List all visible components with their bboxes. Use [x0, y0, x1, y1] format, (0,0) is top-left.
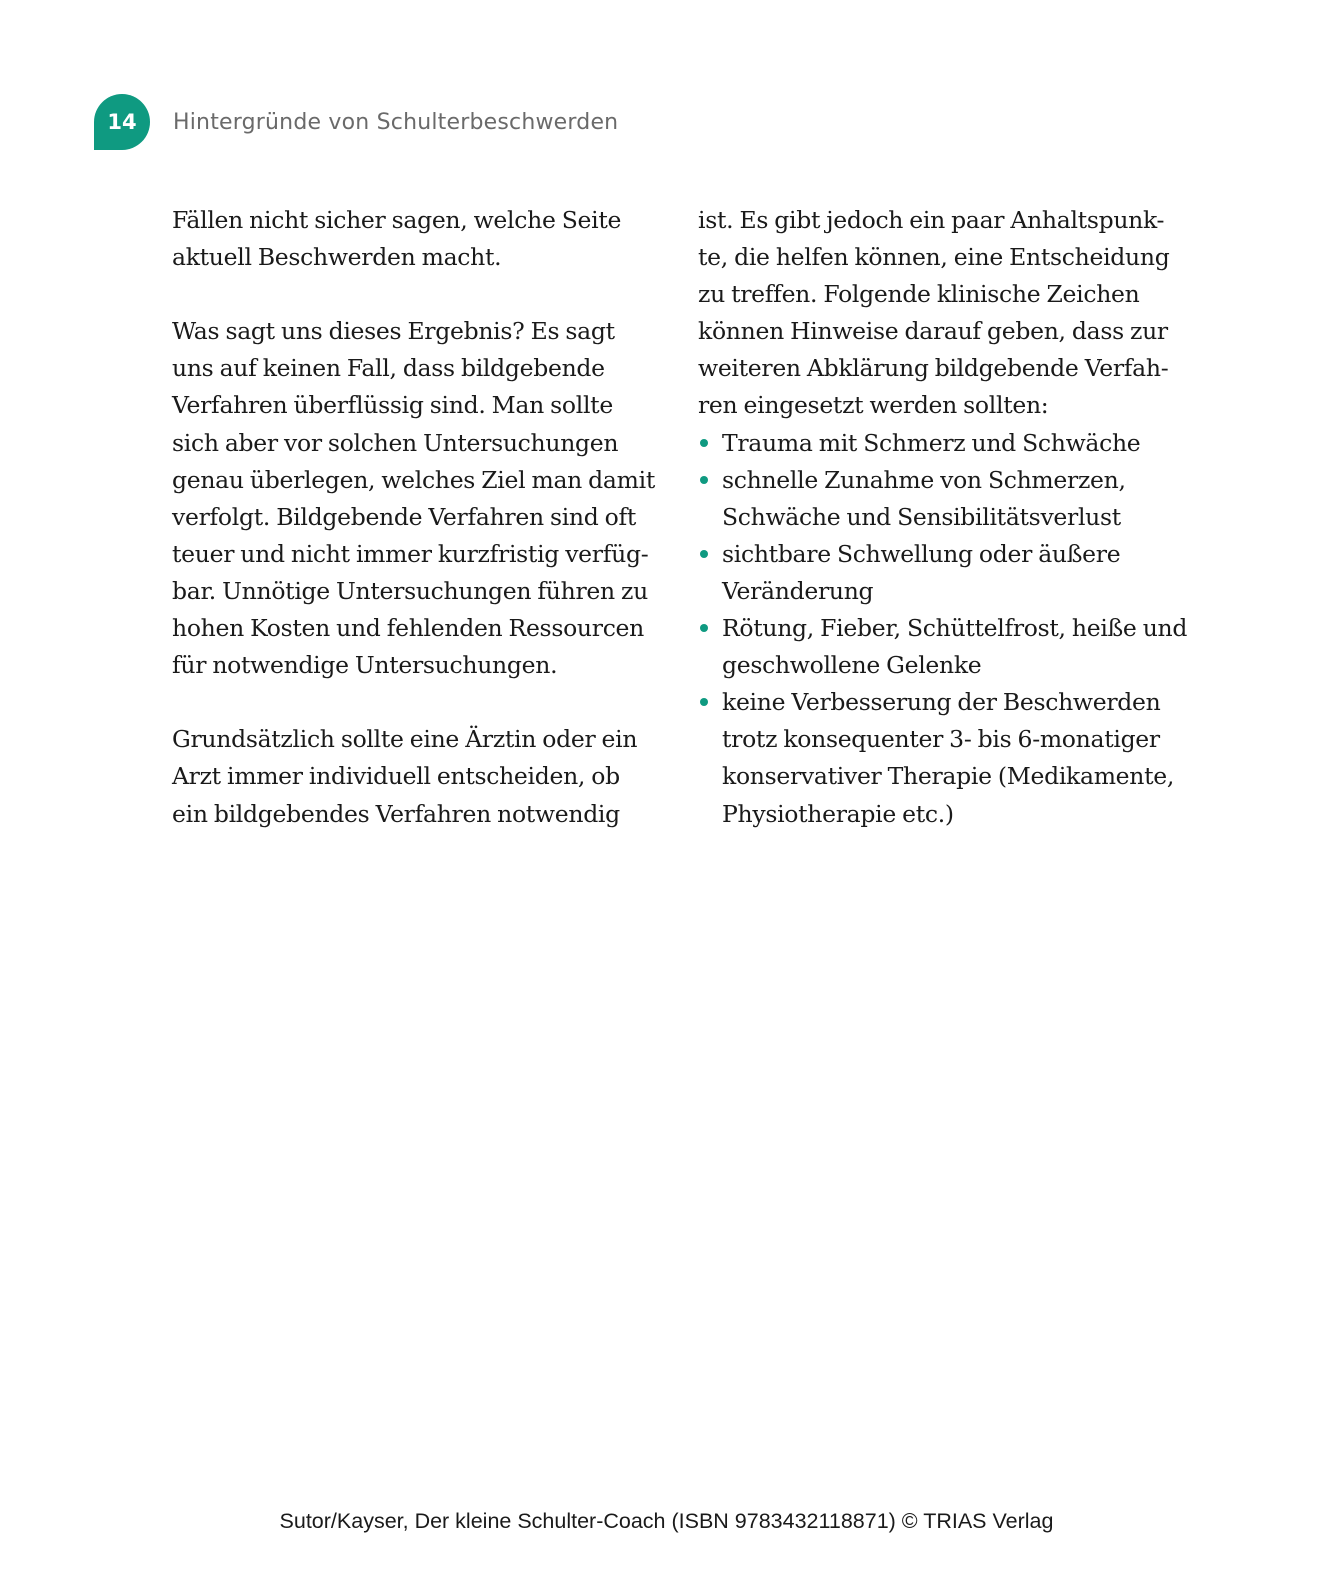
- text-line: ein bildgebendes Verfahren notwendig: [172, 799, 620, 828]
- list-item: [698, 536, 1188, 610]
- text-line: zu treffen. Folgende klinische Zeichen: [698, 280, 1140, 309]
- text-line: geschwollene Gelenke: [722, 651, 982, 680]
- text-line: genau überlegen, welches Ziel man damit: [172, 465, 655, 494]
- text-line: schnelle Zunahme von Schmerzen,: [722, 465, 1126, 494]
- text-line: Rötung, Fieber, Schüttelfrost, heiße und: [722, 614, 1188, 643]
- text-line: können Hinweise darauf geben, dass zur: [698, 317, 1168, 346]
- text-line: ist. Es gibt jedoch ein paar Anhaltspunk-: [698, 206, 1165, 234]
- paragraph-1: [172, 202, 652, 276]
- running-head: Hintergründe von Schulterbeschwerden: [173, 109, 619, 135]
- text-line: Schwäche und Sensibilitätsverlust: [722, 502, 1121, 531]
- bullet-dot-icon: [700, 550, 708, 558]
- page-footer: [0, 1509, 1339, 1534]
- text-line: trotz konsequenter 3- bis 6-monatiger: [722, 725, 1160, 754]
- text-line: für notwendige Untersuchungen.: [172, 651, 558, 680]
- intro-paragraph: [698, 202, 1188, 425]
- text-line: weiteren Abklärung bildgebende Verfah-: [698, 354, 1169, 383]
- text-line: uns auf keinen Fall, dass bildgebende: [172, 354, 605, 383]
- bullet-dot-icon: [700, 439, 708, 447]
- text-line: Trauma mit Schmerz und Schwäche: [722, 428, 1141, 457]
- text-line: ren eingesetzt werden sollten:: [698, 391, 1049, 420]
- paragraph-3: [172, 721, 652, 832]
- text-line: verfolgt. Bildgebende Verfahren sind oft: [172, 502, 637, 531]
- clinical-signs-list: [698, 425, 1188, 833]
- text-line: Was sagt uns dieses Ergebnis? Es sagt: [172, 317, 615, 346]
- list-item: [698, 684, 1188, 832]
- text-line: bar. Unnötige Untersuchungen führen zu: [172, 576, 648, 605]
- text-line: hohen Kosten und fehlenden Ressourcen: [172, 614, 644, 643]
- left-column: [172, 202, 655, 833]
- page-header: [94, 94, 618, 150]
- bullet-dot-icon: [700, 624, 708, 632]
- text-line: sichtbare Schwellung oder äußere: [722, 539, 1121, 568]
- bullet-dot-icon: [700, 698, 708, 706]
- text-line: Verfahren überflüssig sind. Man sollte: [172, 391, 613, 420]
- footer-citation: Sutor/Kayser, Der kleine Schulter-Coach (ISBN 9783432118871) © TRIAS Verlag: [279, 1509, 1054, 1533]
- text-line: aktuell Beschwerden macht.: [172, 243, 502, 272]
- right-column: [698, 202, 1188, 833]
- text-line: te, die helfen können, eine Entscheidung: [698, 243, 1170, 272]
- paragraph-2: [172, 313, 655, 684]
- text-line: teuer und nicht immer kurzfristig verfüg-: [172, 539, 649, 568]
- text-line: Fällen nicht sicher sagen, welche Seite: [172, 206, 622, 234]
- text-line: sich aber vor solchen Untersuchungen: [172, 428, 619, 457]
- text-line: Arzt immer individuell entscheiden, ob: [172, 762, 620, 791]
- list-item: [698, 610, 1188, 684]
- list-item: [698, 425, 1188, 462]
- list-item: [698, 462, 1188, 536]
- text-line: keine Verbesserung der Beschwerden: [722, 688, 1161, 717]
- text-line: Physiotherapie etc.): [722, 799, 954, 828]
- text-line: Veränderung: [722, 576, 874, 605]
- page-number-badge: 14: [94, 94, 150, 150]
- text-line: Grundsätzlich sollte eine Ärztin oder ein: [172, 725, 638, 754]
- text-line: konservativer Therapie (Medikamente,: [722, 762, 1175, 791]
- bullet-dot-icon: [700, 476, 708, 484]
